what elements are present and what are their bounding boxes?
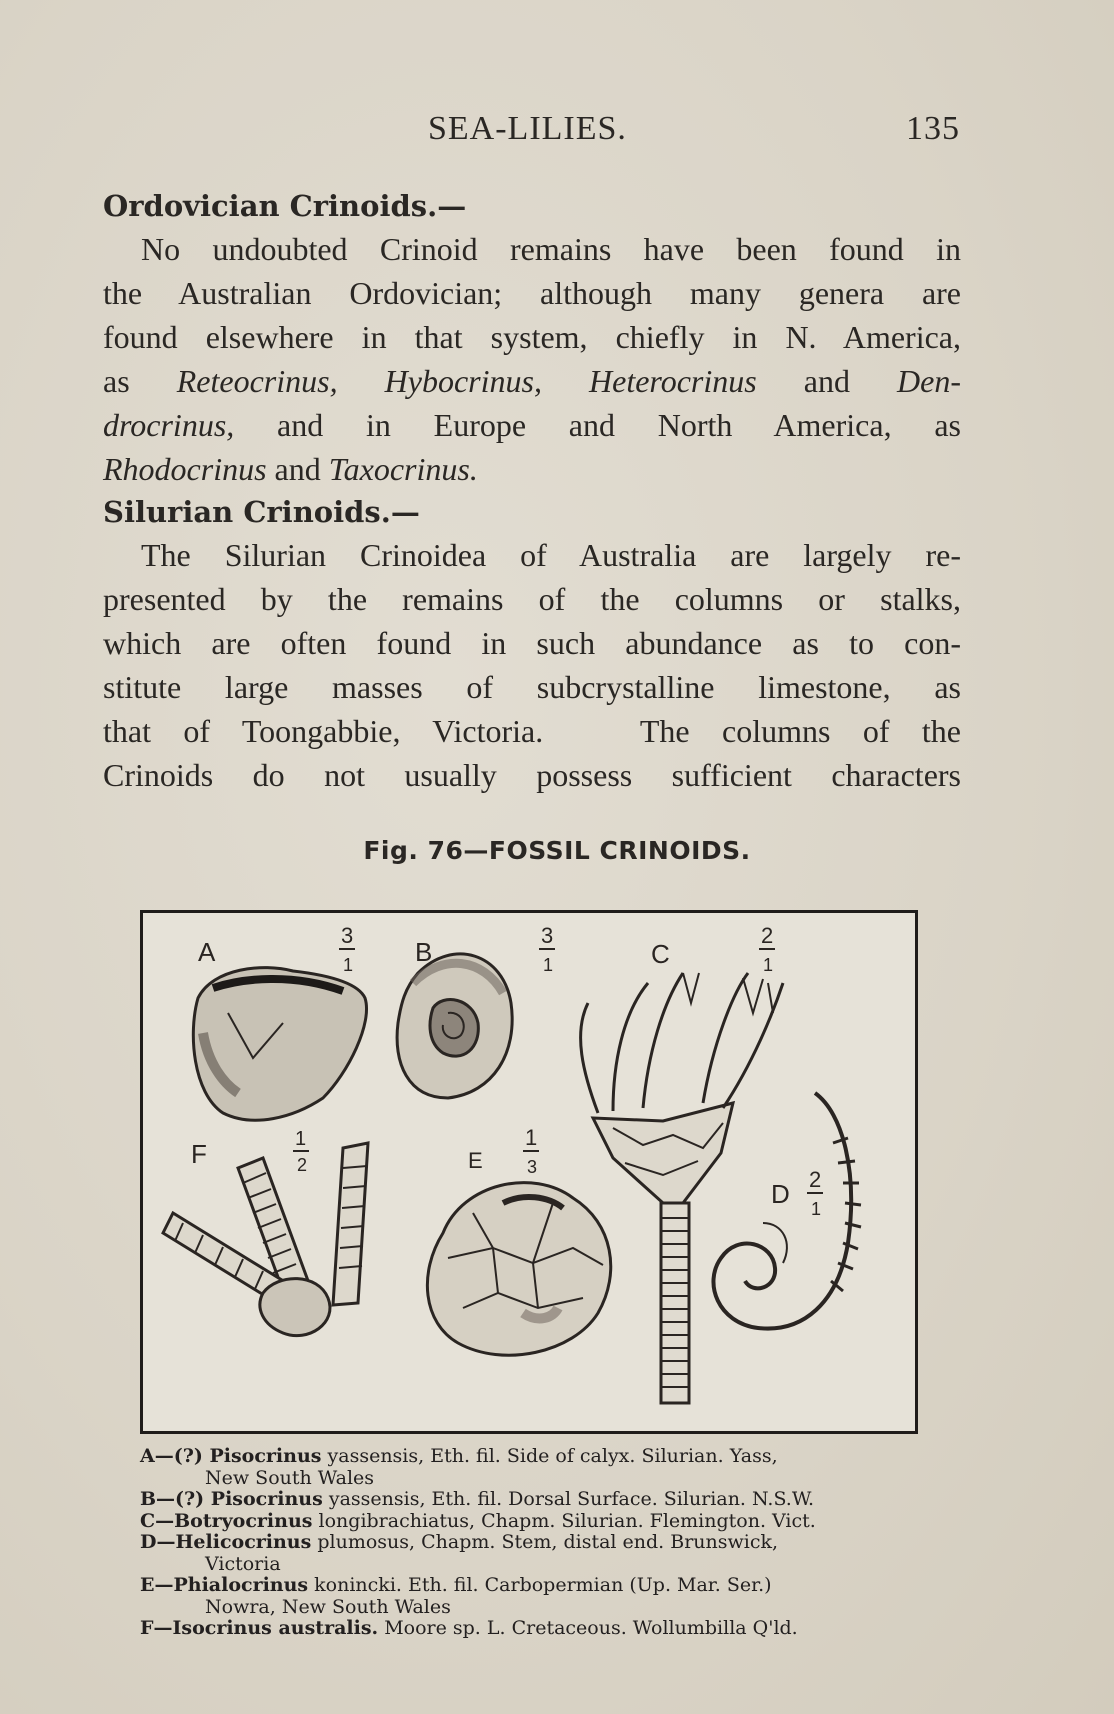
fossil-b-dorsal-icon (397, 954, 512, 1098)
scale-a-num: 3 (341, 923, 354, 948)
figure-caption (140, 1446, 960, 1640)
caption-genus: C—Botryocrinus (140, 1509, 313, 1532)
body-text (103, 185, 961, 797)
caption-genus: F—Isocrinus australis. (140, 1617, 379, 1639)
caption-entry-e-cont: Nowra, New South Wales (205, 1595, 451, 1618)
text-line (103, 359, 961, 403)
text-run: found elsewhere in that system, chiefly in N. America, (103, 319, 961, 355)
scale-e-den: 3 (527, 1157, 538, 1177)
text-run: and (266, 451, 329, 487)
label-a: A (198, 937, 216, 967)
text-run: Crinoids do not usually possess sufficient characters (103, 757, 961, 793)
genus-name: Taxocrinus. (328, 451, 478, 487)
fossil-c-botryocrinus-icon (581, 973, 783, 1403)
paragraph-silurian (103, 533, 961, 797)
page-number: 135 (906, 110, 960, 147)
caption-entry-d (140, 1532, 960, 1554)
scale-b-den: 1 (543, 955, 554, 975)
illustration-svg (143, 913, 915, 1431)
genus-name: Den- (897, 363, 962, 399)
text-run: stitute large masses of subcrystalline limestone, as (103, 669, 961, 705)
caption-text: longibrachiatus, Chapm. Silurian. Flemington. Vict. (312, 1509, 816, 1532)
caption-text: konincki. Eth. fil. Carbopermian (Up. Mar. Ser.) (308, 1574, 772, 1596)
paragraph-ordovician (103, 227, 961, 491)
text-run: The Silurian Crinoidea of Australia are largely re- (141, 537, 961, 573)
caption-text: yassensis, Eth. fil. Side of calyx. Silurian. Yass, (321, 1445, 778, 1467)
text-run: presented by the remains of the columns or stalks, (103, 581, 961, 617)
fossil-e-phialocrinus-icon (427, 1183, 610, 1356)
text-run: and (756, 363, 898, 399)
section-heading-silurian: Silurian Crinoids.— (103, 495, 420, 529)
text-line (103, 709, 961, 753)
text-run: that of Toongabbie, Victoria. The columns of the (103, 713, 961, 749)
scale-d-num: 2 (809, 1167, 822, 1192)
fossil-crinoid-illustration (140, 910, 918, 1434)
label-f: F (191, 1139, 207, 1169)
text-run: No undoubted Crinoid remains have been found in (141, 231, 961, 267)
caption-entry-a-cont: New South Wales (205, 1466, 375, 1489)
label-b: B (415, 937, 433, 967)
caption-entry-a (140, 1446, 960, 1468)
label-d: D (771, 1179, 790, 1209)
scale-d-den: 1 (811, 1199, 822, 1219)
text-line (103, 447, 961, 491)
caption-genus: D—Helicocrinus (140, 1531, 312, 1553)
text-line (103, 621, 961, 665)
caption-text: yassensis, Eth. fil. Dorsal Surface. Silurian. N.S.W. (322, 1488, 815, 1510)
text-run: and in Europe and North America, as (234, 407, 961, 443)
caption-entry-f (140, 1618, 960, 1640)
text-line (103, 753, 961, 797)
genus-name: Reteocrinus, Hybocrinus, Heterocrinus (176, 363, 757, 399)
text-line (103, 533, 961, 577)
text-line (103, 403, 961, 447)
caption-text: Moore sp. L. Cretaceous. Wollumbilla Q'ld. (378, 1617, 798, 1639)
text-line (103, 577, 961, 621)
text-line (103, 227, 961, 271)
label-c: C (651, 939, 670, 969)
fossil-a-calyx-icon (193, 968, 366, 1121)
fossil-d-helicocrinus-icon (713, 1093, 861, 1329)
text-run: the Australian Ordovician; although many genera are (103, 275, 961, 311)
fossil-f-isocrinus-icon (163, 1143, 368, 1336)
scale-c-num: 2 (761, 923, 774, 948)
caption-genus: A—(?) Pisocrinus (140, 1445, 322, 1467)
label-e: E (468, 1148, 483, 1173)
figure-title: Fig. 76—FOSSIL CRINOIDS. (363, 836, 751, 865)
caption-genus: B—(?) Pisocrinus (140, 1488, 323, 1510)
text-run: as (103, 363, 177, 399)
scale-f-den: 2 (297, 1155, 308, 1175)
scale-e-num: 1 (525, 1125, 538, 1150)
scale-c-den: 1 (763, 955, 774, 975)
text-line (103, 315, 961, 359)
section-heading-ordovician: Ordovician Crinoids.— (103, 189, 467, 223)
caption-genus: E—Phialocrinus (140, 1574, 309, 1596)
caption-entry-d-cont: Victoria (205, 1552, 281, 1575)
caption-entry-b (140, 1489, 960, 1511)
caption-entry-c (140, 1511, 960, 1533)
text-run: which are often found in such abundance as to con- (103, 625, 961, 661)
scale-b-num: 3 (541, 923, 554, 948)
running-title: SEA-LILIES. (428, 110, 627, 147)
genus-name: drocrinus, (103, 407, 235, 443)
scale-f-num: 1 (295, 1128, 307, 1150)
genus-name: Rhodocrinus (103, 451, 267, 487)
scale-a-den: 1 (343, 955, 354, 975)
caption-text: plumosus, Chapm. Stem, distal end. Brunswick, (311, 1531, 779, 1553)
caption-entry-e (140, 1575, 960, 1597)
text-line (103, 271, 961, 315)
text-line (103, 665, 961, 709)
